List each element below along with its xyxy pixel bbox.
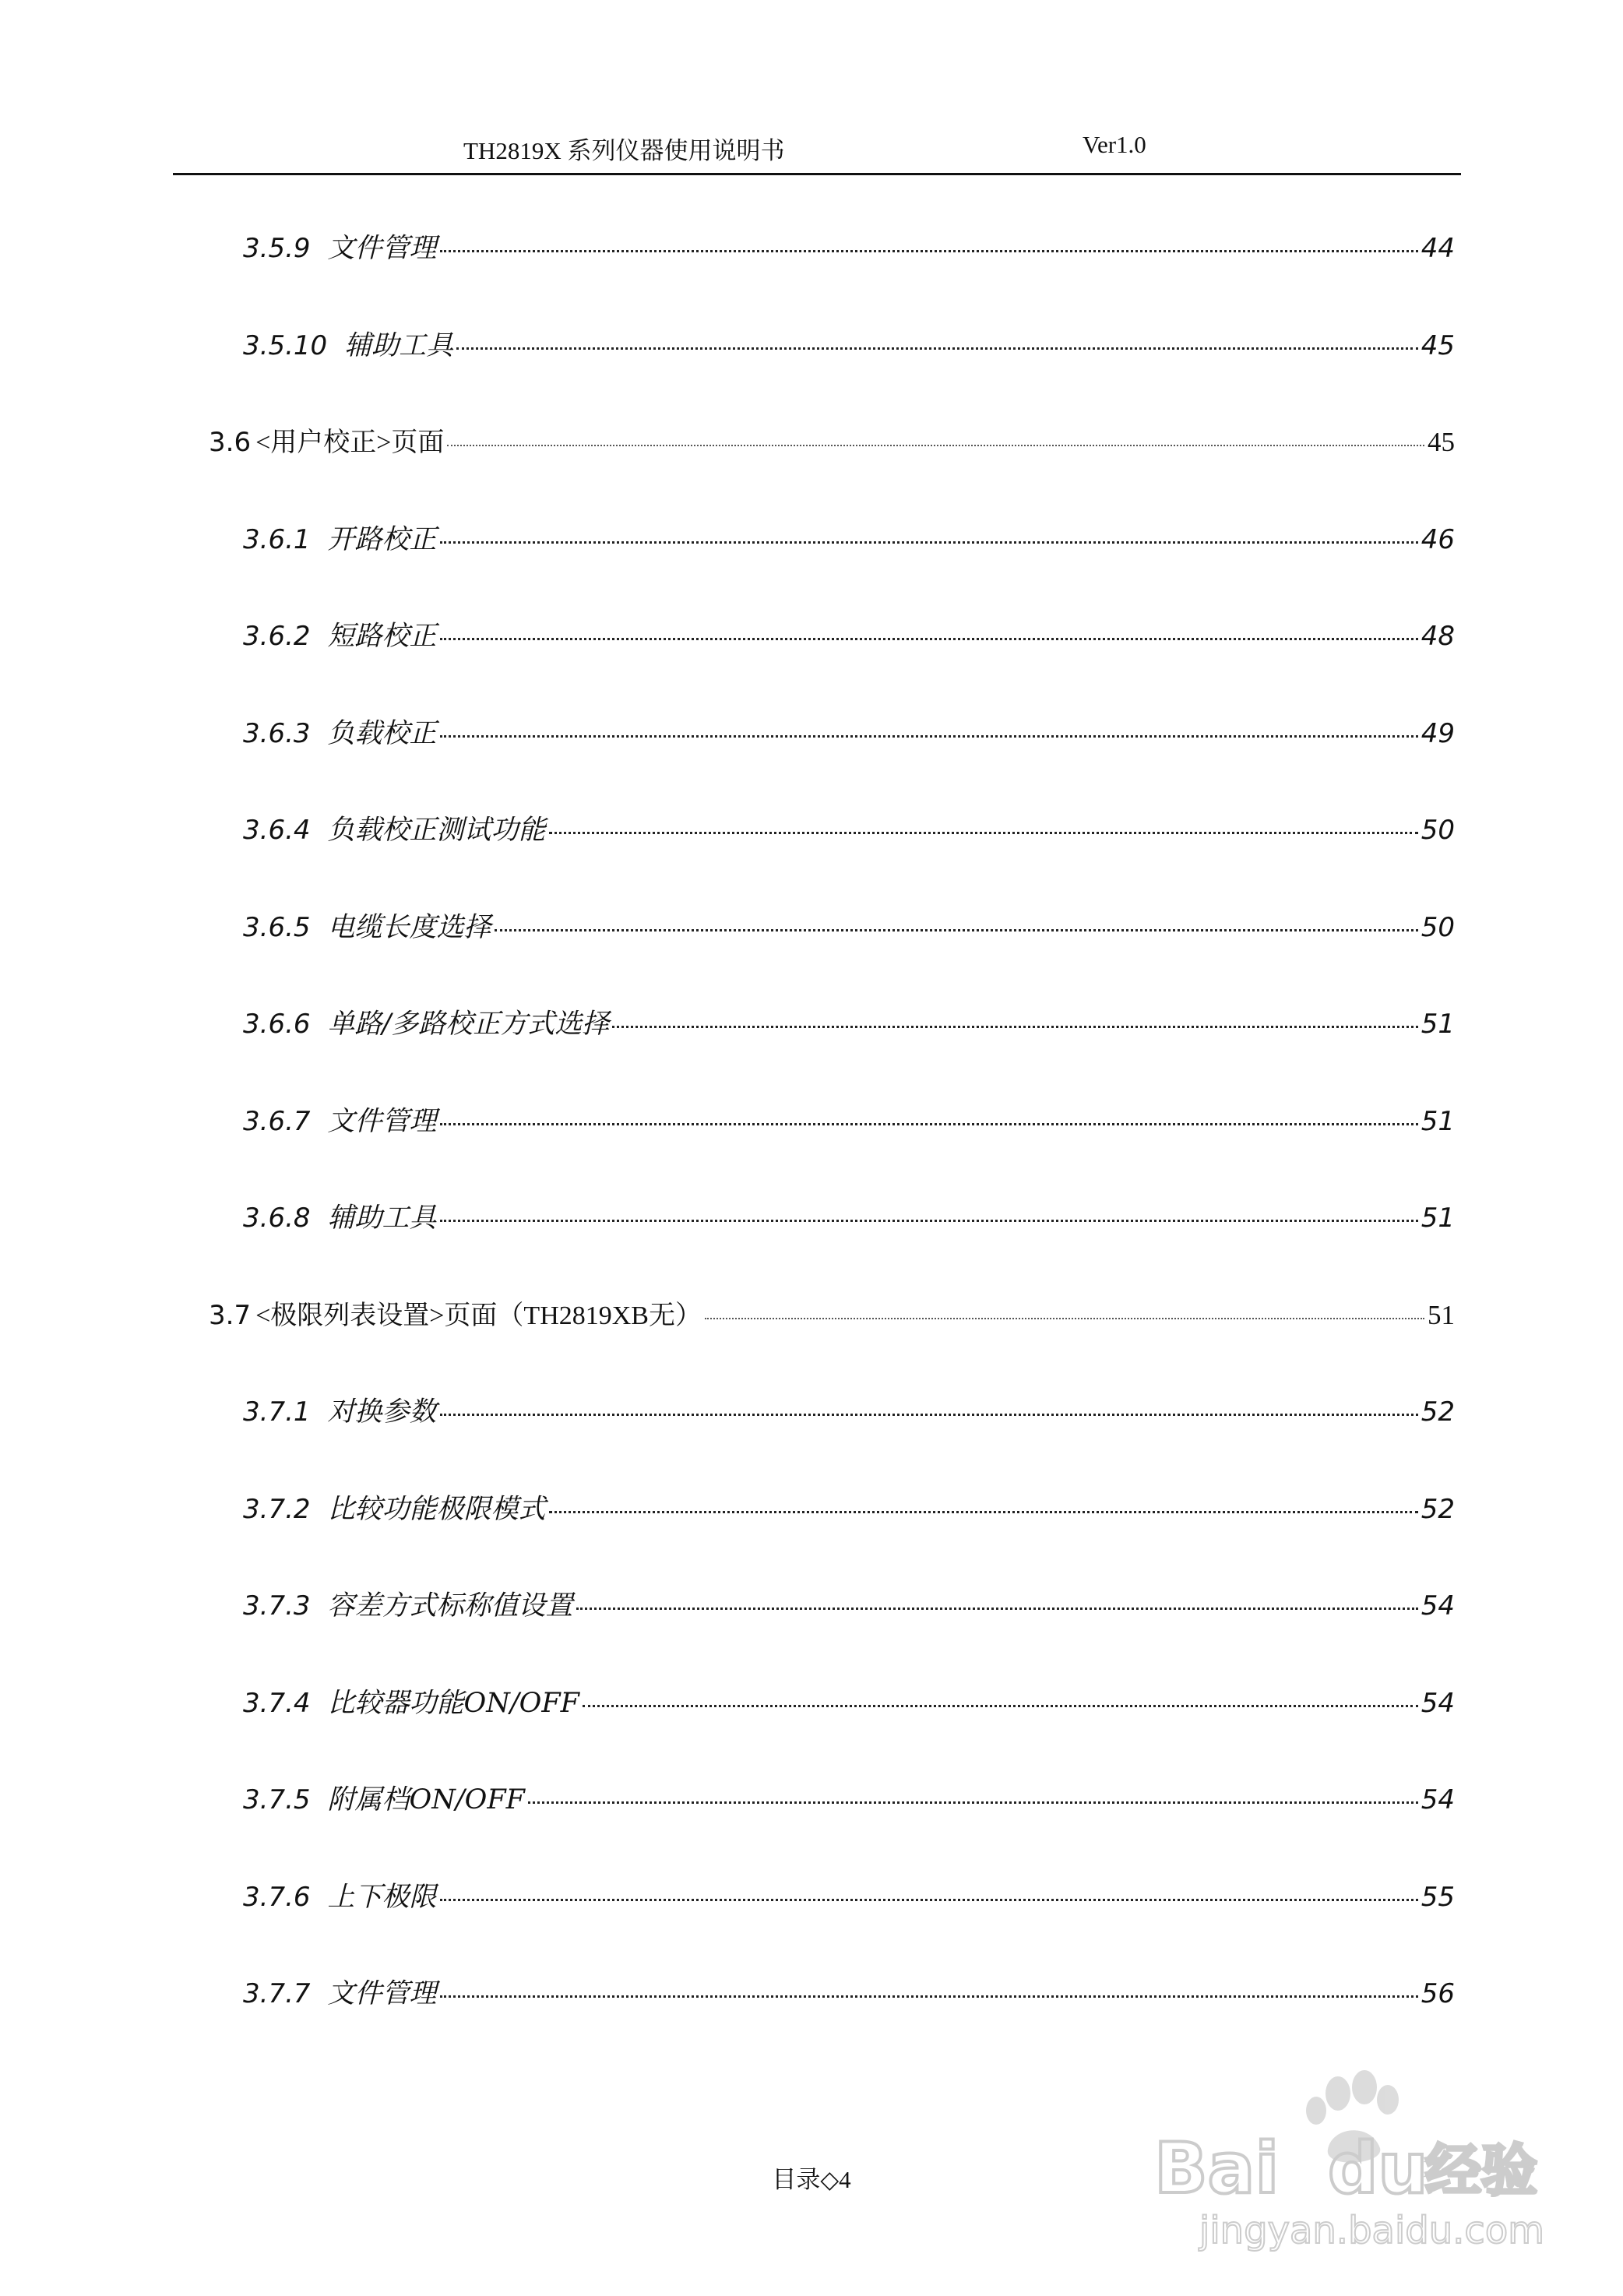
toc-entry-number: 3.5.10 xyxy=(243,330,328,361)
toc-entry-title: <用户校正>页面 xyxy=(255,428,445,457)
toc-entry-number: 3.7.3 xyxy=(243,1590,311,1622)
header-title: TH2819X 系列仪器使用说明书 xyxy=(463,137,785,164)
toc-entry-number: 3.6.1 xyxy=(243,524,311,555)
toc-entry-title: 负载校正 xyxy=(327,718,437,749)
toc-entry[interactable] xyxy=(243,1002,1455,1042)
toc-dot-leader xyxy=(440,226,1418,257)
toc-entry[interactable] xyxy=(243,517,1455,558)
toc-entry-page: 51 xyxy=(1428,1300,1455,1330)
toc-dot-leader xyxy=(440,614,1418,645)
toc-entry-page: 50 xyxy=(1421,912,1455,943)
toc-entry[interactable] xyxy=(243,226,1455,266)
toc-entry[interactable] xyxy=(209,1293,1455,1333)
toc-entry-page: 54 xyxy=(1421,1784,1455,1815)
toc-entry-title: 负载校正测试功能 xyxy=(327,815,546,846)
toc-entry-number: 3.6.2 xyxy=(243,621,311,652)
toc-entry-title: 辅助工具 xyxy=(344,330,454,361)
toc-entry-number: 3.6.3 xyxy=(243,718,311,749)
header-rule xyxy=(173,173,1461,175)
toc-dot-leader xyxy=(440,1196,1418,1227)
toc-entry-page: 49 xyxy=(1421,718,1455,749)
toc-entry-title: <极限列表设置>页面（TH2819XB无） xyxy=(255,1301,702,1330)
watermark-brand-2: du xyxy=(1328,2128,1428,2210)
toc-entry-number: 3.7.7 xyxy=(243,1978,311,2009)
toc-entry-number: 3.6.5 xyxy=(243,912,311,943)
toc-entry-page: 52 xyxy=(1421,1494,1455,1525)
toc-entry-page: 46 xyxy=(1421,524,1455,555)
toc-dot-leader xyxy=(440,517,1418,548)
toc-entry-page: 45 xyxy=(1428,427,1455,457)
watermark-suffix: 经验 xyxy=(1425,2138,1538,2203)
toc-entry-page: 48 xyxy=(1421,621,1455,652)
toc-entry[interactable] xyxy=(243,1681,1455,1721)
toc-entry-number: 3.6.6 xyxy=(243,1009,311,1040)
toc-entry-title: 短路校正 xyxy=(327,621,437,652)
toc-entry-number: 3.7.6 xyxy=(243,1882,311,1913)
toc-entry-number: 3.5.9 xyxy=(243,233,311,264)
page-header xyxy=(0,131,1623,170)
toc-entry-title: 容差方式标称值设置 xyxy=(327,1590,573,1622)
toc-entry-title: 文件管理 xyxy=(327,233,437,264)
toc-dot-leader xyxy=(612,1002,1417,1033)
toc-entry-page: 56 xyxy=(1421,1978,1455,2009)
header-version: Ver1.0 xyxy=(1083,131,1146,158)
toc-dot-leader xyxy=(583,1681,1418,1712)
toc-dot-leader xyxy=(447,420,1424,451)
footer-page-number: 4 xyxy=(839,2166,851,2193)
toc-entry-title: 对换参数 xyxy=(327,1396,437,1428)
toc-entry-number: 3.6 xyxy=(209,427,252,458)
toc-entry-title: 比较器功能ON/OFF xyxy=(327,1688,579,1719)
toc-dot-leader xyxy=(440,1875,1418,1906)
watermark-url: jingyan.baidu.com xyxy=(1199,2209,1544,2252)
toc-dot-leader xyxy=(440,711,1418,742)
toc-entry[interactable] xyxy=(209,420,1455,460)
toc-entry-title: 比较功能极限模式 xyxy=(327,1494,546,1525)
toc-entry[interactable] xyxy=(243,1875,1455,1915)
toc-entry-number: 3.6.7 xyxy=(243,1106,311,1137)
toc-entry-page: 44 xyxy=(1421,233,1455,264)
toc-entry-page: 55 xyxy=(1421,1882,1455,1913)
toc-entry-page: 51 xyxy=(1421,1203,1455,1234)
toc-entry-title: 开路校正 xyxy=(327,524,437,555)
toc-dot-leader xyxy=(528,1777,1418,1808)
toc-entry-page: 54 xyxy=(1421,1590,1455,1622)
toc-dot-leader xyxy=(456,323,1418,354)
toc-entry-title: 文件管理 xyxy=(327,1978,437,2009)
toc-entry-title: 辅助工具 xyxy=(327,1203,437,1234)
toc-entry-number: 3.7.5 xyxy=(243,1784,311,1815)
toc-dot-leader xyxy=(549,808,1418,839)
toc-entry[interactable] xyxy=(243,1196,1455,1236)
toc-entry-page: 52 xyxy=(1421,1396,1455,1428)
footer-label: 目录◇ xyxy=(772,2166,840,2193)
toc-entry-title: 上下极限 xyxy=(327,1882,437,1913)
toc-entry[interactable] xyxy=(243,808,1455,848)
toc-dot-leader xyxy=(549,1487,1418,1518)
toc-dot-leader xyxy=(440,1389,1418,1421)
toc-dot-leader xyxy=(440,1099,1418,1130)
toc-entry[interactable] xyxy=(243,1583,1455,1624)
watermark-brand: Bai xyxy=(1154,2128,1280,2210)
toc-entry-page: 54 xyxy=(1421,1688,1455,1719)
toc-dot-leader xyxy=(576,1583,1418,1615)
toc-entry-title: 电缆长度选择 xyxy=(327,912,491,943)
toc-entry[interactable] xyxy=(243,905,1455,946)
toc-entry-page: 51 xyxy=(1421,1009,1455,1040)
toc-entry[interactable] xyxy=(243,1777,1455,1818)
baidu-jingyan-watermark xyxy=(1137,2056,1558,2259)
toc-dot-leader xyxy=(440,1971,1418,2002)
toc-entry[interactable] xyxy=(243,711,1455,752)
toc-entry[interactable] xyxy=(243,323,1455,364)
toc-entry-page: 45 xyxy=(1421,330,1455,361)
toc-entry-page: 51 xyxy=(1421,1106,1455,1137)
toc-entry-title: 附属档ON/OFF xyxy=(327,1784,525,1815)
toc-entry-number: 3.6.8 xyxy=(243,1203,311,1234)
toc-entry-number: 3.7.4 xyxy=(243,1688,311,1719)
toc-entry[interactable] xyxy=(243,1971,1455,2012)
toc-entry[interactable] xyxy=(243,1389,1455,1430)
toc-entry-title: 单路/多路校正方式选择 xyxy=(327,1009,610,1040)
toc-entry-title: 文件管理 xyxy=(327,1106,437,1137)
toc-entry[interactable] xyxy=(243,1099,1455,1139)
toc-entry-number: 3.7 xyxy=(209,1300,252,1331)
toc-entry-page: 50 xyxy=(1421,815,1455,846)
toc-entry[interactable] xyxy=(243,1487,1455,1527)
toc-entry[interactable] xyxy=(243,614,1455,654)
toc-dot-leader xyxy=(495,905,1418,936)
toc-entry-number: 3.6.4 xyxy=(243,815,311,846)
toc-entry-number: 3.7.1 xyxy=(243,1396,311,1428)
toc-dot-leader xyxy=(705,1293,1424,1324)
toc-entry-number: 3.7.2 xyxy=(243,1494,311,1525)
